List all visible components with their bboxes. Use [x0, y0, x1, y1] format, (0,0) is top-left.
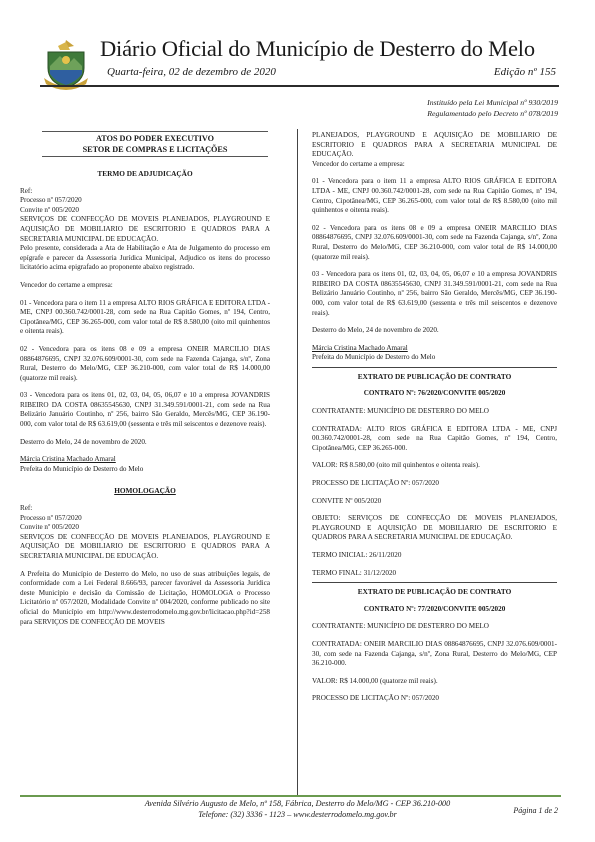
- ref-label: Ref:: [20, 186, 33, 195]
- page-number: Página 1 de 2: [513, 806, 558, 815]
- contract-2-contratante: CONTRATANTE: MUNICÍPIO DE DESTERRO DO MELO: [312, 622, 489, 631]
- winner-item-2-right: 02 - Vencedora para os itens 08 e 09 a empresa ONEIR MARCILIO DIAS 08864876695, CNPJ 32.076.609/0001-30, com sede na Fazenda Cajanga, s/nº, Zona Rural, Desterro do Melo/MG, CEP 36.210-000, com valor total de R$ 14.000,00 (quatorze mil reais).: [312, 223, 557, 261]
- adjudication-title: TERMO DE ADJUDICAÇÃO: [97, 169, 193, 178]
- header-divider: [40, 85, 559, 87]
- signer-role: Prefeita do Município de Desterro do Melo: [20, 464, 144, 473]
- page-title: Diário Oficial do Município de Desterro do Melo: [100, 36, 535, 61]
- place-date-right: Desterro do Melo, 24 de novembro de 2020.: [312, 326, 439, 335]
- right-column: [312, 131, 557, 704]
- edition-number: Edição nº 155: [493, 66, 556, 78]
- contract-1-process: PROCESSO DE LICITAÇÃO Nº: 057/2020: [312, 479, 440, 488]
- institution-note: [427, 97, 558, 119]
- winner-intro-right: Vencedor do certame a empresa:: [312, 159, 405, 168]
- signer-name: Márcia Cristina Machado Amaral: [20, 455, 116, 464]
- footer-divider: [20, 795, 561, 797]
- section-header-line1: ATOS DO PODER EXECUTIVO: [95, 134, 215, 143]
- winner-intro: Vencedor do certame a empresa:: [20, 280, 113, 289]
- continued-object: PLANEJADOS, PLAYGROUND E AQUISIÇÃO DE MOBILIARIO DE ESCRITORIO E QUADROS PARA A SECRETARIA MUNICIPAL DE EDUCAÇÃO.: [312, 131, 557, 159]
- contract-2-number: CONTRATO Nº: 77/2020/CONVITE 005/2020: [363, 604, 506, 613]
- homologation-invite: Convite nº 005/2020: [20, 523, 79, 532]
- homologation-process: Processo nº 057/2020: [20, 513, 82, 522]
- winner-item-2: 02 - Vencedora para os itens 08 e 09 a empresa ONEIR MARCILIO DIAS 08864876695, CNPJ 32.076.609/0001-30, com sede na Fazenda Cajanga, s/nº, Zona Rural, Desterro do Melo/MG, CEP 36.210-000, com valor total de R$ 14.000,00 (quatorze mil reais).: [20, 344, 270, 382]
- object-text: SERVIÇOS DE CONFECÇÃO DE MOVEIS PLANEJADOS, PLAYGROUND E AQUISIÇÃO DE MOBILIARIO DE ESCRITORIO E QUADROS PARA A SECRETARIA MUNICIPAL DE EDUCAÇÃO.: [20, 215, 270, 243]
- winner-item-1-right: 01 - Vencedora para o item 11 a empresa ALTO RIOS GRÁFICA E EDITORA LTDA - ME, CNPJ 00.360.742/0001-28, com sede na Rua Capitão Gomes, nº 194, Centro, Cipotânea/MG, CEP 36.265-000, com valor total de R$ 8.580,00 (oito mil quinhentos e oitenta reais).: [312, 177, 557, 215]
- contract-2-process: PROCESSO DE LICITAÇÃO Nº: 057/2020: [312, 694, 440, 703]
- winner-item-3: 03 - Vencedora para os itens 01, 02, 03, 04, 05, 06,07 e 10 a empresa JOVANDRIS RIBEIRO DA COSTA 08635545630, CNPJ 31.349.591/0001-21, com sede na Rua Belizário Januário Coutinho, nº 256, bairro São Geraldo, Mercês/MG, CEP 36.190-000, com valor total de R$ 63.619,00 (sessenta e três mil seiscentos e dezenove reais).: [20, 391, 270, 429]
- adjudication-intro: Pelo presente, considerada a Ata de Habilitação e Ata de Julgamento do processo em epígrafe e parecer da Assessoria Jurídica Municipal, Adjudico os itens do processo licitatório acima epigrafado ao proponente abaixo registrado.: [20, 244, 270, 272]
- contract-extract-1-title: EXTRATO DE PUBLICAÇÃO DE CONTRATO: [312, 367, 557, 382]
- section-header-line2: SETOR DE COMPRAS E LICITAÇÕES: [82, 145, 228, 154]
- winner-item-1: 01 - Vencedora para o item 11 a empresa ALTO RIOS GRÁFICA E EDITORA LTDA - ME, CNPJ 00.360.742/0001-28, com sede na Rua Capitão Gomes, nº 194, Centro, Cipotânea/MG, CEP 36.265-000, com valor total de R$ 8.580,00 (oito mil quinhentos e oitenta reais).: [20, 298, 270, 336]
- column-divider: [297, 129, 298, 796]
- contract-1-contratada: CONTRATADA: ALTO RIOS GRÁFICA E EDITORA LTDA - ME, CNPJ 00.360.742/0001-28, com sede na Rua Capitão Gomes, nº 194, Centro, Cipotânea/MG, CEP 36.265-000.: [312, 424, 557, 452]
- footer-contact: Telefone: (32) 3336 - 1123 – www.desterrodomelo.mg.gov.br: [198, 810, 397, 819]
- contract-1-number: CONTRATO Nº: 76/2020/CONVITE 005/2020: [363, 389, 506, 398]
- winner-item-3-right: 03 - Vencedora para os itens 01, 02, 03, 04, 05, 06,07 e 10 a empresa JOVANDRIS RIBEIRO DA COSTA 08635545630, CNPJ 31.349.591/0001-21, com sede na Rua Belizário Januário Coutinho, nº 256, bairro São Geraldo, Mercês/MG, CEP 36.190-000, com valor total de R$ 63.619,00 (sessenta e três mil seiscentos e dezenove reais).: [312, 270, 557, 317]
- homologation-object: SERVIÇOS DE CONFECÇÃO DE MOVEIS PLANEJADOS, PLAYGROUND E AQUISIÇÃO DE MOBILIARIO DE ESCRITORIO E QUADROS PARA A SECRETARIA MUNICIPAL DE EDUCAÇÃO.: [20, 532, 270, 560]
- contract-1-end: TERMO FINAL: 31/12/2020: [312, 568, 397, 577]
- signer-role-right: Prefeita do Município de Desterro do Melo: [312, 353, 436, 362]
- edition-date: Quarta-feira, 02 de dezembro de 2020: [107, 66, 276, 78]
- contract-1-invite: CONVITE Nº 005/2020: [312, 496, 382, 505]
- left-column: [20, 131, 270, 627]
- institution-line: Instituído pela Lei Municipal nº 930/2019: [427, 98, 558, 107]
- signer-name-right: Márcia Cristina Machado Amaral: [312, 343, 408, 352]
- footer-address: Avenida Silvério Augusto de Melo, nº 158, Fábrica, Desterro do Melo/MG - CEP 36.210-000: [144, 799, 451, 808]
- invite-number: Convite nº 005/2020: [20, 205, 79, 214]
- contract-2-value: VALOR: R$ 14.000,00 (quatorze mil reais).: [312, 676, 438, 685]
- homologation-text: A Prefeita do Município de Desterro do Melo, no uso de suas atribuições legais, de conformidade com a Lei Federal 8.666/93, parecer favorável da Assessoria Jurídica deste Município e decisão da Comissão de Licitação, HOMOLOGA o Processo Licitatório nº 057/2020, Modalidade Convite nº 004/2020, conforme publicado no site oficial do Município em http://www.desterrodomelo.mg.gov.br/licitacao.php?id=258 para SERVIÇOS DE CONFECÇÃO DE MOVEIS: [20, 569, 270, 626]
- contract-1-contratante: CONTRATANTE: MUNICÍPIO DE DESTERRO DO MELO: [312, 407, 489, 416]
- contract-1-value: VALOR: R$ 8.580,00 (oito mil quinhentos e oitenta reais).: [312, 461, 480, 470]
- homologation-ref: Ref:: [20, 504, 33, 513]
- contract-extract-2-title: EXTRATO DE PUBLICAÇÃO DE CONTRATO: [312, 582, 557, 597]
- section-header-box: [42, 131, 268, 157]
- municipal-coat-of-arms-icon: [40, 38, 92, 90]
- homologation-title: HOMOLOGAÇÃO: [114, 486, 176, 496]
- contract-2-contratada: CONTRATADA: ONEIR MARCILIO DIAS 08864876695, CNPJ 32.076.609/0001-30, com sede na Fazenda Cajanga, s/nº, Zona Rural, Desterro do Melo/MG, CEP 36.210-000.: [312, 639, 557, 668]
- contract-1-start: TERMO INICIAL: 26/11/2020: [312, 551, 402, 559]
- regulation-line: Regulamentado pelo Decreto nº 078/2019: [427, 109, 558, 118]
- place-date: Desterro do Melo, 24 de novembro de 2020.: [20, 437, 147, 446]
- process-number: Processo nº 057/2020: [20, 196, 82, 205]
- contract-1-object: OBJETO: SERVIÇOS DE CONFECÇÃO DE MOVEIS PLANEJADOS, PLAYGROUND E AQUISIÇÃO DE MOBILIARIO DE ESCRITORIO E QUADROS PARA A SECRETARIA MUNICIPAL DE EDUCAÇÃO.: [312, 514, 557, 542]
